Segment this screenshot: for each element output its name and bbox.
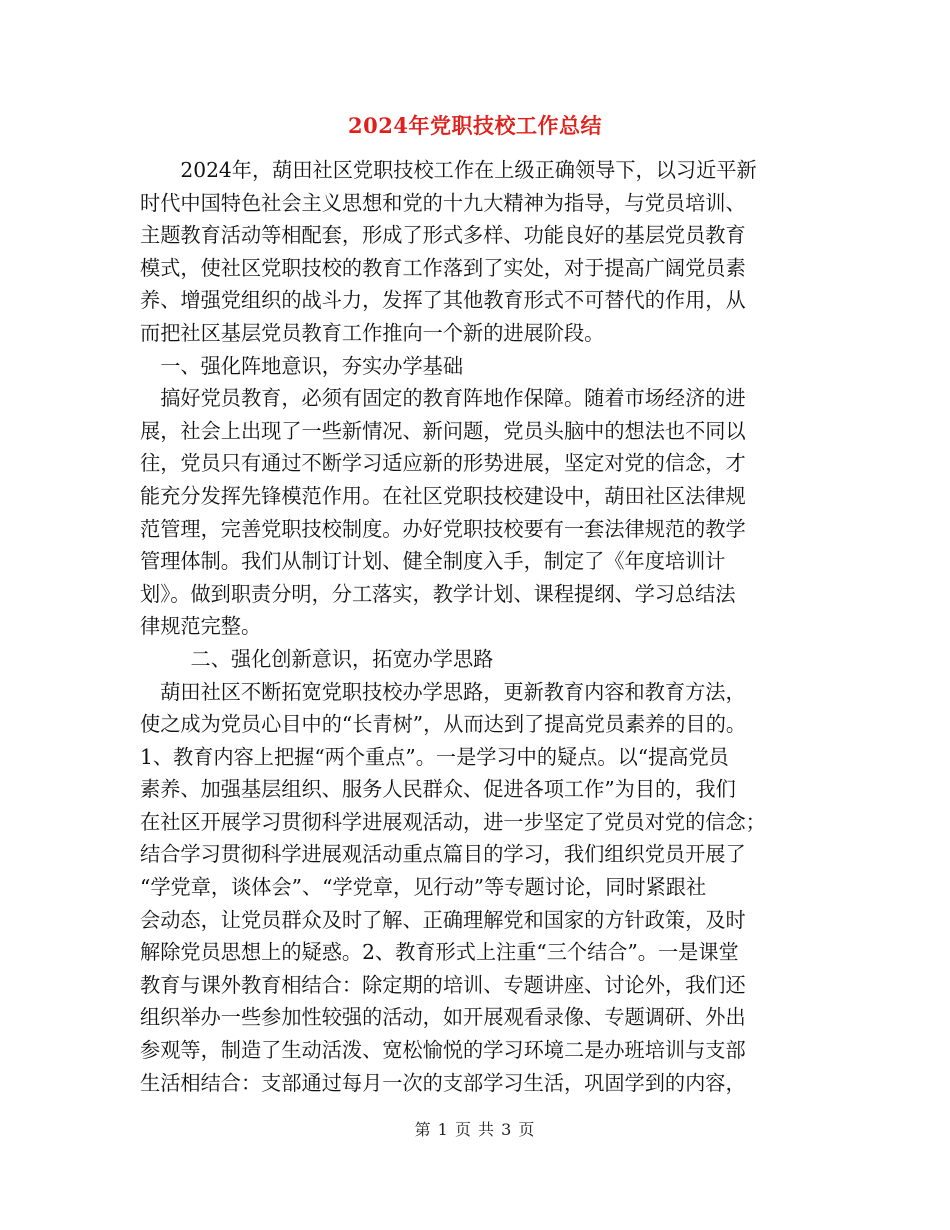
text-line: 划》。做到职责分明，分工落实，教学计划、课程提纲、学习总结法 [140,581,736,606]
text-line: 范管理，完善党职技校制度。办好党职技校要有一套法律规范的教学 [140,516,746,541]
text-line: 生活相结合：支部通过每月一次的支部学习生活，巩固学到的内容， [140,1070,746,1095]
text-line: 解除党员思想上的疑惑。2、教育形式上注重“三个结合”。一是课堂 [140,940,739,965]
text-line: 二、强化创新意识，拓宽办学思路 [190,646,494,671]
text-line: 能充分发挥先锋模范作用。在社区党职技校建设中，葫田社区法律规 [140,483,746,508]
text-line: 参观等，制造了生动活泼、宽松愉悦的学习环境二是办班培训与支部 [140,1038,746,1063]
text-line: 组织举办一些参加性较强的活动，如开展观看录像、专题调研、外出 [140,1005,746,1030]
text-line: 结合学习贯彻科学进展观活动重点篇目的学习，我们组织党员开展了 [140,842,746,867]
text-line: 一、强化阵地意识，夯实办学基础 [160,353,464,378]
text-line: 往，党员只有通过不断学习适应新的形势进展，坚定对党的信念，才 [140,451,746,476]
text-line: 养、增强党组织的战斗力，发挥了其他教育形式不可替代的作用，从 [140,288,746,313]
text-line: “学党章，谈体会”、“学党章，见行动”等专题讨论，同时紧跟社 [140,875,707,900]
text-line: 使之成为党员心目中的“长青树”，从而达到了提高党员素养的目的。 [140,712,747,737]
text-line: 时代中国特色社会主义思想和党的十九大精神为指导，与党员培训、 [140,190,746,215]
text-line: 而把社区基层党员教育工作推向一个新的进展阶段。 [140,320,605,345]
text-line: 在社区开展学习贯彻科学进展观活动，进一步坚定了党员对党的信念； [140,809,766,834]
document-body [140,154,812,1099]
text-line: 葫田社区不断拓宽党职技校办学思路，更新教育内容和教育方法， [160,679,746,704]
text-line: 素养、加强基层组织、服务人民群众、促进各项工作”为目的，我们 [140,777,736,802]
text-line: 1、教育内容上把握“两个重点”。一是学习中的疑点。以“提高党员 [140,744,729,769]
text-line: 管理体制。我们从制订计划、健全制度入手，制定了《年度培训计 [140,549,726,574]
text-line: 搞好党员教育，必须有固定的教育阵地作保障。随着市场经济的进 [160,386,746,411]
page-footer: 第 1 页 共 3 页 [414,1120,536,1139]
document-title: 2024年党职技校工作总结 [348,113,602,138]
text-line: 律规范完整。 [140,614,262,639]
text-line: 主题教育活动等相配套，形成了形式多样、功能良好的基层党员教育 [140,223,746,248]
text-line: 2024年，葫田社区党职技校工作在上级正确领导下，以习近平新 [180,158,757,182]
text-line: 模式，使社区党职技校的教育工作落到了实处，对于提高广阔党员素 [140,255,746,280]
text-line: 会动态，让党员群众及时了解、正确理解党和国家的方针政策，及时 [140,907,746,932]
text-line: 展，社会上出现了一些新情况、新问题，党员头脑中的想法也不同以 [140,418,746,443]
text-line: 教育与课外教育相结合：除定期的培训、专题讲座、讨论外，我们还 [140,972,746,997]
